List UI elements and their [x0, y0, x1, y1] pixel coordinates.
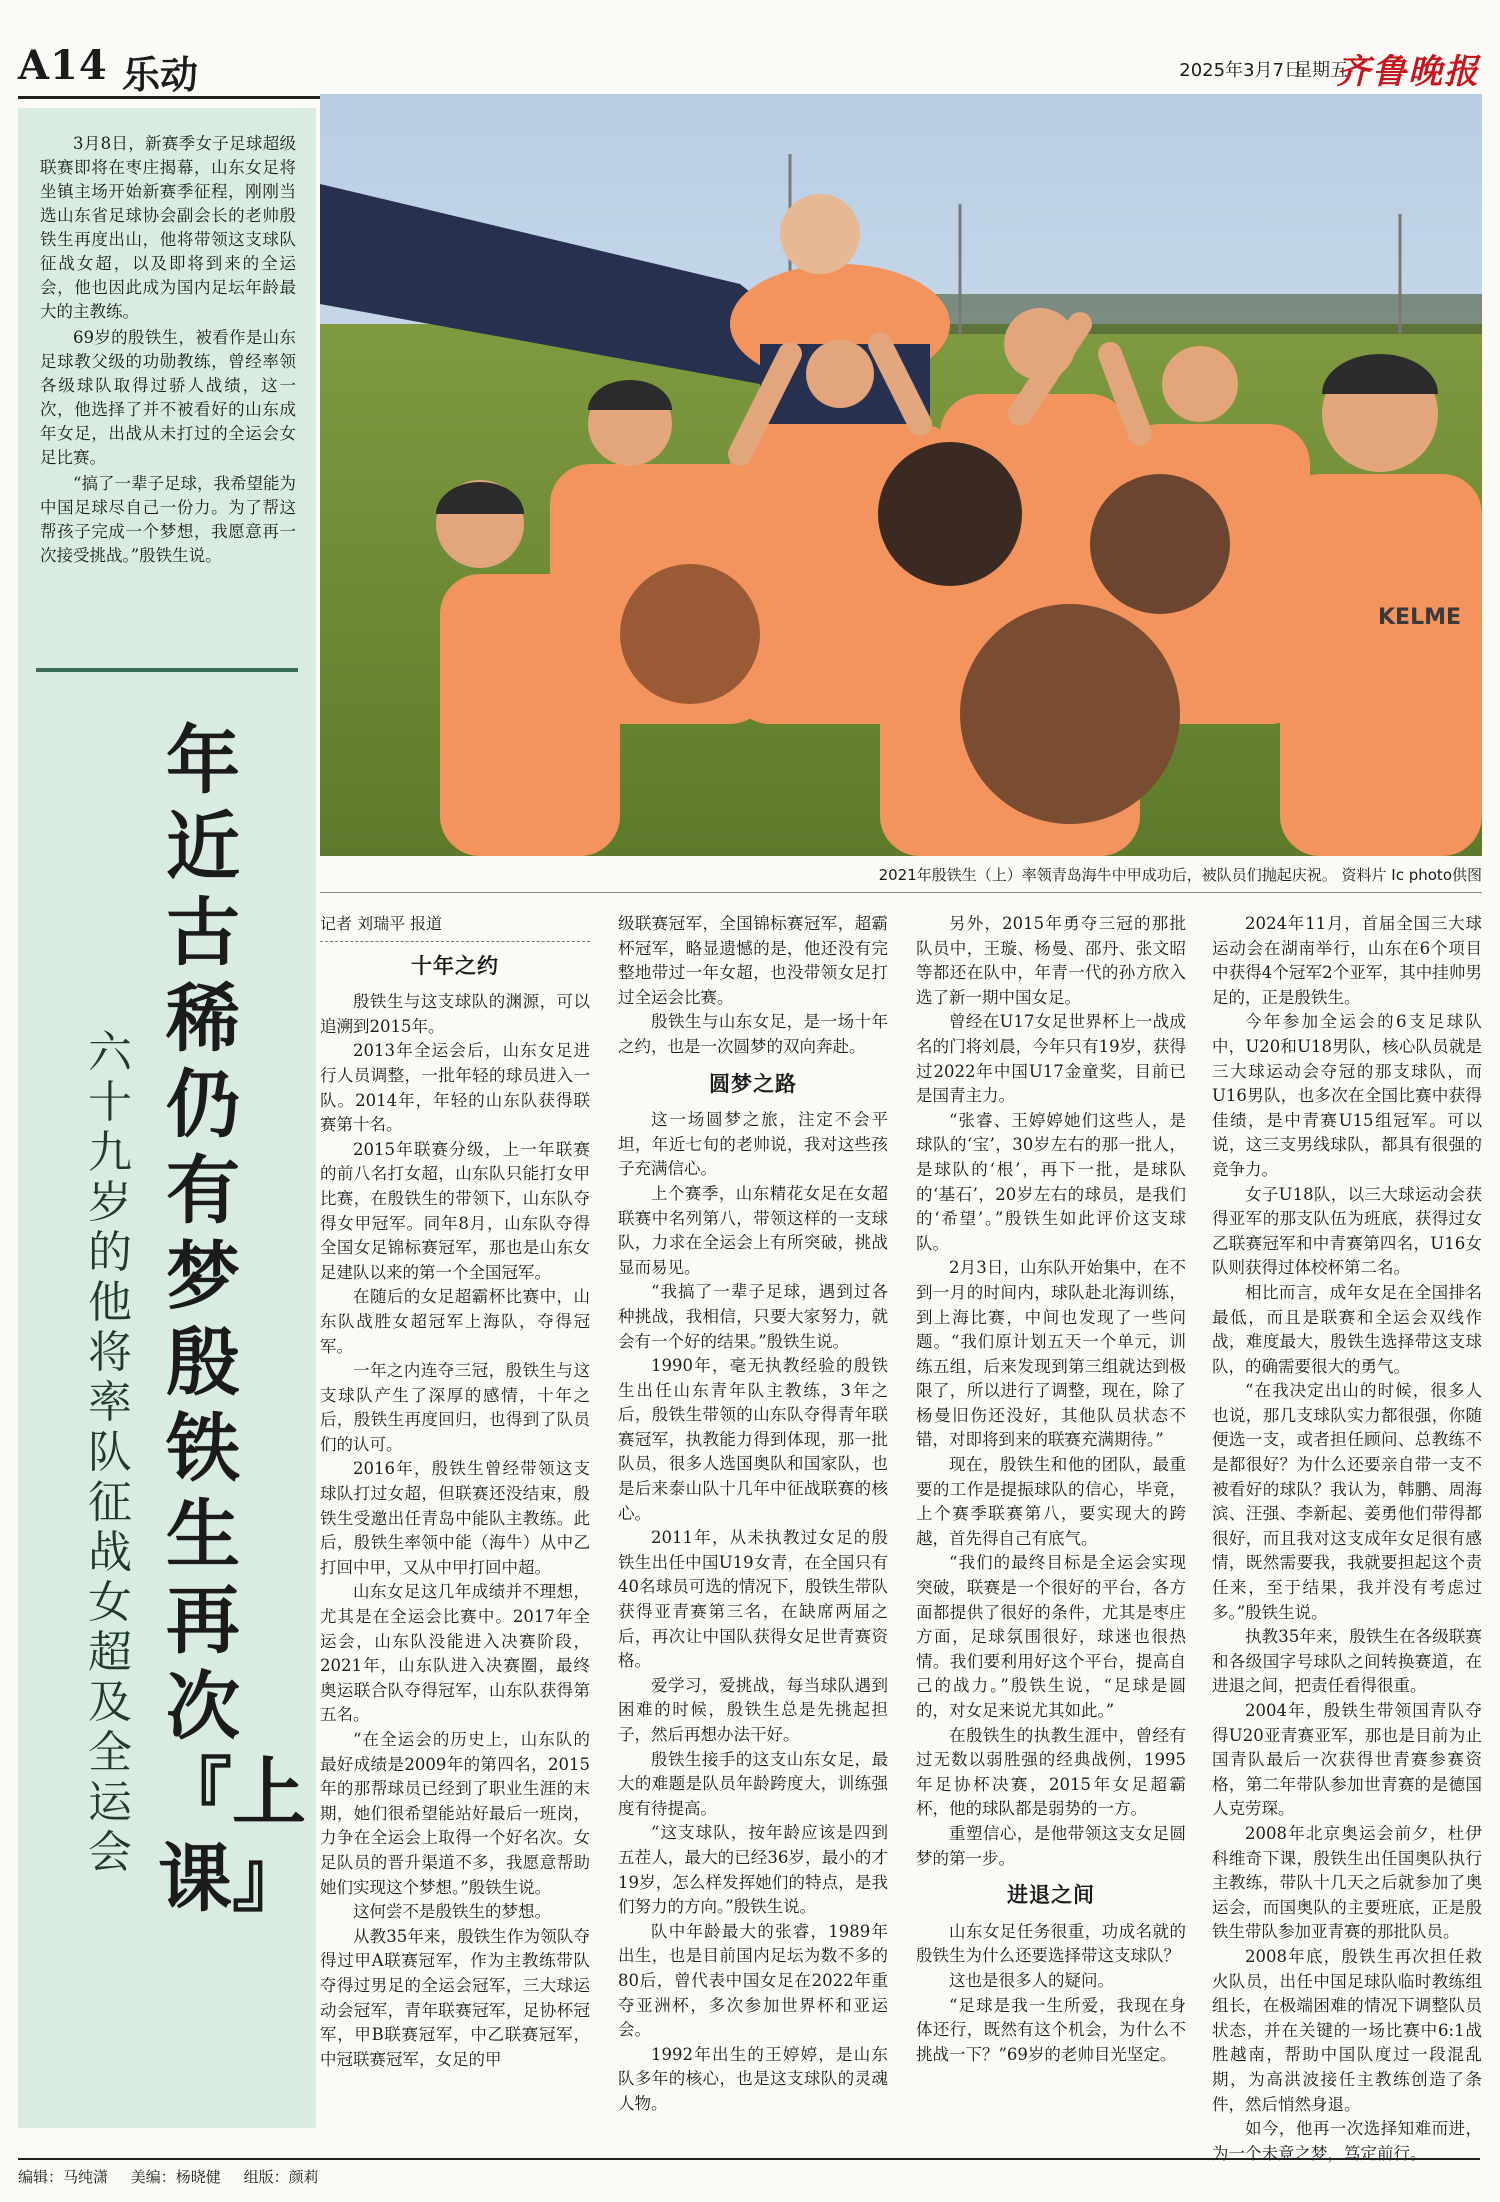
- article-paragraph: 相比而言，成年女足在全国排名最低，而且是联赛和全运会双线作战，难度最大，殷铁生选择带这支球队，的确需要很大的勇气。: [1212, 1282, 1482, 1376]
- column-body: [1212, 912, 1482, 2166]
- byline: 记者 刘瑞平 报道: [320, 912, 590, 942]
- article-paragraph: “张睿、王婷婷她们这些人，是球队的‘宝’，30岁左右的那一批人，是球队的‘根’，再下一批，是球队的‘基石’，20岁左右的球员，是我们的‘希望’。”殷铁生如此评价这支球队。: [916, 1110, 1186, 1253]
- article-paragraph: “在我决定出山的时候，很多人也说，那几支球队实力都很强，你随便选一支，或者担任顾问、总教练不是都很好？为什么还要亲自带一支不被看好的球队？我认为，韩鹏、周海滨、汪强、李新起、姜勇他们带得都很好，而且我对这支成年女足很有感情，既然需要我，我就要担起这个责任来，至于结果，我并没有考虑过多。”殷铁生说。: [1212, 1381, 1482, 1622]
- article-paragraph: 如今，他再一次选择知难而进，为一个未竟之梦，笃定前行。: [1212, 2119, 1482, 2163]
- article-paragraph: 曾经在U17女足世界杯上一战成名的门将刘晨，今年只有19岁，获得过2022年中国U17金童奖，目前已是国青主力。: [916, 1012, 1186, 1106]
- column-body: [916, 912, 1186, 2067]
- article-paragraph: 现在，殷铁生和他的团队，最重要的工作是提振球队的信心，毕竟，上个赛季联赛第八，要实现大的跨越，首先得自己有底气。: [916, 1455, 1186, 1548]
- section-name: 乐动: [122, 53, 199, 97]
- page-number: A14: [18, 42, 108, 89]
- celebration-photo: [320, 94, 1482, 856]
- article-paragraph: 山东女足任务很重，功成名就的殷铁生为什么还要选择带这支球队？: [916, 1921, 1186, 1966]
- intro-divider: [36, 668, 298, 672]
- article-column-3: [916, 912, 1186, 2067]
- intro-paragraph: 69岁的殷铁生，被看作是山东足球教父级的功勋教练，曾经率领各级球队取得过骄人战绩，这一次，他选择了并不被看好的山东成年女足，出战从未打过的全运会女足比赛。: [40, 328, 296, 467]
- article-paragraph: 执教35年来，殷铁生在各级联赛和各级国字号球队之间转换赛道，在进退之间，把责任看得很重。: [1212, 1627, 1482, 1696]
- photo-caption: 2021年殷铁生（上）率领青岛海牛中甲成功后，被队员们抛起庆祝。 资料片 Ic photo供图: [878, 866, 1482, 884]
- issue-weekday: 星期五: [1294, 60, 1348, 81]
- layout-credit: 组版：颜莉: [243, 2168, 319, 2186]
- newspaper-logo: 齐鲁晚报: [1336, 52, 1480, 92]
- article-paragraph: 殷铁生与山东女足，是一场十年之约，也是一次圆梦的双向奔赴。: [618, 1012, 888, 1056]
- article-paragraph: 今年参加全运会的6支足球队中，U20和U18男队，核心队员就是三大球运动会夺冠的那支球队，而U16男队，也多次在全国比赛中获得佳绩，是中青赛U15组冠军。可以说，这三支男线球队，都具有很强的竞争力。: [1212, 1012, 1482, 1179]
- article-paragraph: 2013年全运会后，山东女足进行人员调整，一批年轻的球员进入一队。2014年，年轻的山东队获得联赛第十名。: [320, 1041, 590, 1135]
- article-paragraph: 女子U18队，以三大球运动会获得亚军的那支队伍为班底，获得过女乙联赛冠军和中青赛第四名，U16女队则获得过体校杯第二名。: [1212, 1184, 1482, 1278]
- caption-divider: [320, 892, 1482, 893]
- issue-date: 2025年3月7日: [1179, 60, 1302, 81]
- article-paragraph: 这何尝不是殷铁生的梦想。: [353, 1902, 551, 1922]
- headline: 年近古稀仍有梦 殷铁生再次『上课』: [158, 718, 306, 1922]
- photo-illustration: [320, 94, 1482, 856]
- article-paragraph: 在殷铁生的执教生涯中，曾经有过无数以弱胜强的经典战例，1995年足协杯决赛，2015年女足超霸杯，他的球队都是弱势的一方。: [916, 1725, 1186, 1819]
- article-paragraph: 2024年11月，首届全国三大球运动会在湖南举行，山东在6个项目中获得4个冠军2个亚军，其中挂帅男足的，正是殷铁生。: [1212, 914, 1482, 1007]
- article-paragraph: 殷铁生接手的这支山东女足，最大的难题是队员年龄跨度大，训练强度有待提高。: [618, 1749, 888, 1818]
- article-paragraph: 在随后的女足超霸杯比赛中，山东队战胜女超冠军上海队，夺得冠军。: [320, 1287, 590, 1356]
- article-paragraph: 这也是很多人的疑问。: [949, 1970, 1114, 1990]
- article-paragraph: 级联赛冠军，全国锦标赛冠军，超霸杯冠军，略显遗憾的是，他还没有完整地带过一年女超，也没带领女足打过全运会比赛。: [618, 914, 888, 1007]
- page-footer: [18, 2158, 1480, 2187]
- article-paragraph: 重塑信心，是他带领这支女足圆梦的第一步。: [916, 1823, 1186, 1868]
- article-paragraph: 2016年，殷铁生曾经带领这支球队打过女超，但联赛还没结束，殷铁生受邀出任青岛中能队主教练。此后，殷铁生率领中能（海牛）从中乙打回中甲，又从中甲打回中超。: [320, 1459, 590, 1577]
- article-paragraph: 从教35年来，殷铁生作为领队夺得过甲A联赛冠军，作为主教练带队夺得过男足的全运会冠军，三大球运动会冠军，青年联赛冠军，足协杯冠军，甲B联赛冠军，中乙联赛冠军，中冠联赛冠军，女足的甲: [320, 1926, 590, 2069]
- intro-paragraph: 3月8日，新赛季女子足球超级联赛即将在枣庄揭幕，山东女足将坐镇主场开始新赛季征程，刚刚当选山东省足球协会副会长的老帅殷铁生再度出山，他将带领这支球队征战女超，以及即将到来的全运会，他也因此成为国内足坛年龄最大的主教练。: [40, 134, 296, 321]
- article-paragraph: 爱学习，爱挑战，每当球队遇到困难的时候，殷铁生总是先挑起担子，然后再想办法干好。: [618, 1675, 888, 1744]
- trees: [900, 294, 1482, 334]
- article-paragraph: 一年之内连夺三冠，殷铁生与这支球队产生了深厚的感情，十年之后，殷铁生再度回归，也得到了队员们的认可。: [320, 1361, 590, 1454]
- article-paragraph: 2008年北京奥运会前夕，杜伊科维奇下课，殷铁生出任国奥队执行主教练，带队十几天之后就参加了奥运会，而国奥队的主要班底，正是殷铁生带队参加亚青赛的那批队员。: [1212, 1823, 1482, 1942]
- article-column-4: [1212, 912, 1482, 2166]
- article-paragraph: 另外，2015年勇夺三冠的那批队员中，王璇、杨曼、邵丹、张文昭等都还在队中，年青一代的孙方欣入选了新一期中国女足。: [916, 914, 1186, 1007]
- article-paragraph: 队中年龄最大的张睿，1989年出生，也是目前国内足坛为数不多的80后，曾代表中国女足在2022年重夺亚洲杯，多次参加世界杯和亚运会。: [618, 1921, 888, 2040]
- article-paragraph: “足球是我一生所爱，我现在身体还行，既然有这个机会，为什么不挑战一下？”69岁的老帅目光坚定。: [916, 1995, 1186, 2064]
- editor-credit: 编辑：马纯潇: [18, 2168, 109, 2186]
- article-paragraph: 2月3日，山东队开始集中，在不到一月的时间内，球队赴北海训练，到上海比赛，中间也发现了一些问题。“我们原计划五天一个单元，训练五组，后来发现到第三组就达到极限了，所以进行了调整，现在，除了杨曼旧伤还没好，其他队员状态不错，对即将到来的联赛充满期待。”: [916, 1258, 1186, 1450]
- article-paragraph: 2015年联赛分级，上一年联赛的前八名打女超，山东队只能打女甲比赛，在殷铁生的带领下，山东队夺得女甲冠军。同年8月，山东队夺得全国女足锦标赛冠军，那也是山东女足建队以来的第一个全国冠军。: [320, 1139, 590, 1282]
- article-paragraph: 2011年，从未执教过女足的殷铁生出任中国U19女青，在全国只有40名球员可选的情况下，殷铁生带队获得亚青赛第三名，在缺席两届之后，再次让中国队获得女足世青赛资格。: [618, 1528, 888, 1671]
- intro-text: [40, 132, 296, 568]
- article-column-2: [618, 912, 888, 2117]
- article-paragraph: 2008年底，殷铁生再次担任救火队员，出任中国足球队临时教练组组长，在极端困难的情况下调整队员状态，并在关键的一场比赛中6:1战胜越南，帮助中国队度过一段混乱期，为高洪波接任主教练创造了条件，然后悄然身退。: [1212, 1946, 1482, 2114]
- article-paragraph: “我搞了一辈子足球，遇到过各种挑战，我相信，只要大家努力，就会有一个好的结果。”殷铁生说。: [618, 1282, 888, 1351]
- art-credit: 美编：杨晓健: [130, 2168, 221, 2186]
- article-paragraph: 2004年，殷铁生带领国青队夺得U20亚青赛亚军，那也是目前为止国青队最后一次获得世青赛参赛资格，第二年带队参加世青赛的是德国人克劳琛。: [1212, 1701, 1482, 1819]
- column-body: [320, 954, 590, 2073]
- jersey-text: KELME: [1378, 605, 1462, 630]
- article-paragraph: “我们的最终目标是全运会实现突破，联赛是一个很好的平台，各方面都提供了很好的条件，尤其是枣庄方面，足球氛围很好，球迷也很热情。我们要利用好这个平台，提高自己的战力。”殷铁生说，“足球是圆的，对女足来说尤其如此。”: [916, 1553, 1186, 1720]
- masthead: [18, 38, 1480, 99]
- section-heading: 进退之间: [1007, 1883, 1095, 1908]
- article-paragraph: 山东女足这几年成绩并不理想，尤其是在全运会比赛中。2017年全运会，山东队没能进入决赛阶段，2021年，山东队进入决赛圈，最终奥运联合队夺得冠军，山东队获得第五名。: [320, 1582, 590, 1725]
- section-heading: 圆梦之路: [709, 1071, 797, 1096]
- article-paragraph: 1990年，毫无执教经验的殷铁生出任山东青年队主教练，3年之后，殷铁生带领的山东队夺得青年联赛冠军，执教能力得到体现，那一批队员，很多人选国奥队和国家队，也是后来泰山队十几年中征战联赛的核心。: [618, 1356, 888, 1523]
- article-paragraph: 1992年出生的王婷婷，是山东队多年的核心，也是这支球队的灵魂人物。: [618, 2044, 888, 2113]
- column-body: [618, 912, 888, 2117]
- article-column-1: [320, 912, 590, 2072]
- section-heading: 十年之约: [411, 953, 499, 978]
- article-paragraph: 上个赛季，山东精花女足在女超联赛中名列第八，带领这样的一支球队，力求在全运会上有所突破，挑战显而易见。: [618, 1183, 888, 1277]
- article-paragraph: “这支球队，按年龄应该是四到五茬人，最大的已经36岁，最小的才19岁，怎么样发挥她们的特点，是我们努力的方向。”殷铁生说。: [618, 1823, 888, 1917]
- article-paragraph: 这一场圆梦之旅，注定不会平坦，年近七旬的老帅说，我对这些孩子充满信心。: [618, 1110, 888, 1179]
- article-paragraph: “在全运会的历史上，山东队的最好成绩是2009年的第四名，2015年的那帮球员已经到了职业生涯的末期，她们很希望能站好最后一班岗，力争在全运会上取得一个好名次。女足队员的晋升渠道不多，我愿意帮助她们实现这个梦想。”殷铁生说。: [320, 1730, 590, 1897]
- article-paragraph: 殷铁生与这支球队的渊源，可以追溯到2015年。: [320, 992, 590, 1036]
- subtitle: 六十九岁的他将率队征战女超及全运会: [88, 1027, 132, 1878]
- intro-paragraph: “搞了一辈子足球，我希望能为中国足球尽自己一份力。为了帮这帮孩子完成一个梦想，我愿意再一次接受挑战。”殷铁生说。: [40, 474, 296, 565]
- intro-panel: [18, 108, 316, 2128]
